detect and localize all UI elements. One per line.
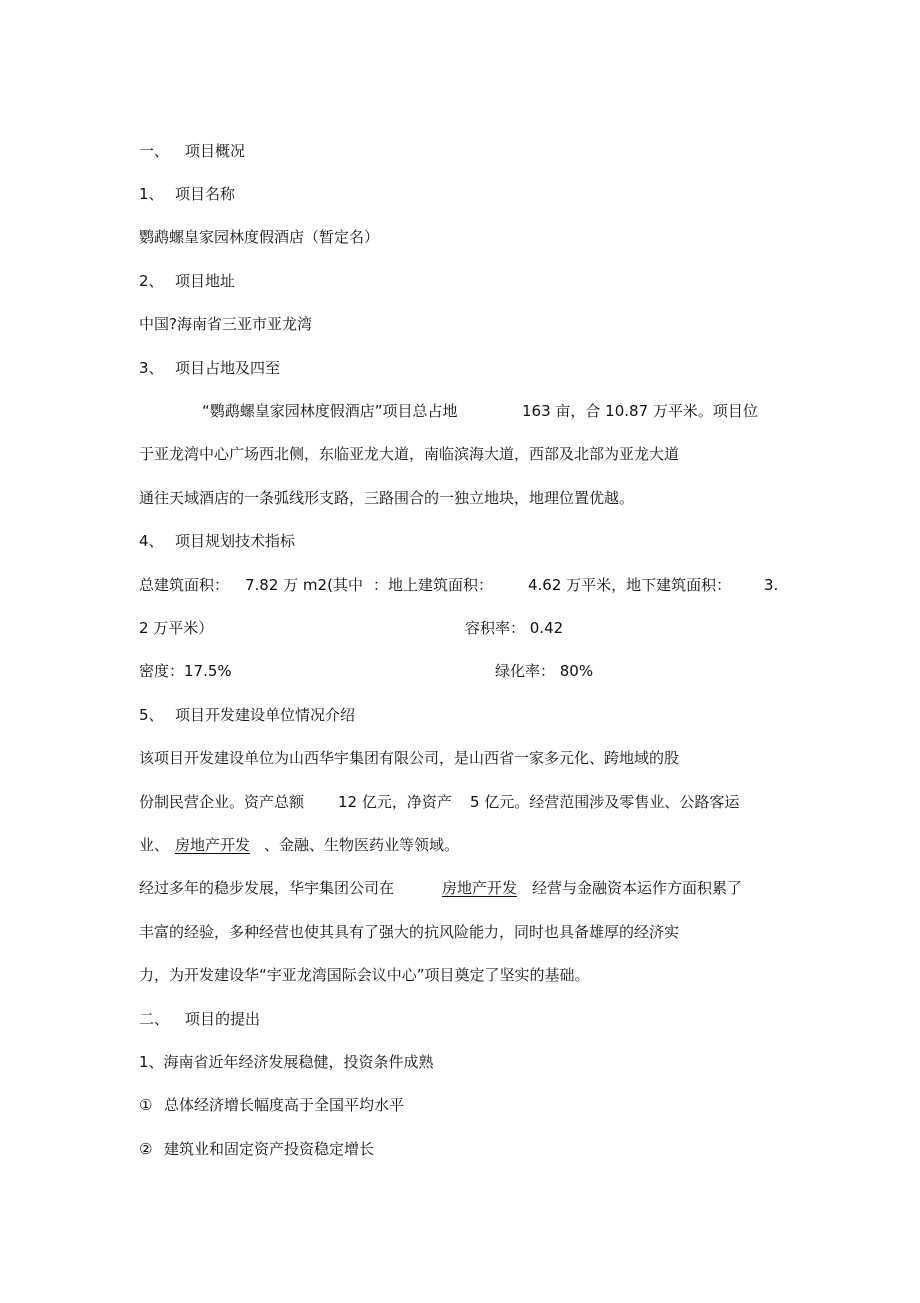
paragraph-line: “鹦鹉螺皇家园林度假酒店”项目总占地 163 亩，合 10.87 万平米。项目位 [202,402,758,420]
section-title: 项目开发建设单位情况介绍 [175,706,356,724]
section-title: 项目占地及四至 [175,359,281,377]
indicator-line: 密度：17.5% 绿化率： 80% [139,662,594,680]
section-1-heading [0,180,920,208]
list-marker: ② [139,1140,153,1158]
paragraph-line: 业、 房地产开发 、金融、生物医药业等领域。 [0,831,920,859]
section-4-heading [0,527,920,555]
section-5-heading [0,701,920,729]
paragraph-line: 份制民营企业。资产总额 12 亿元，净资产 5 亿元。经营范围涉及零售业、公路客运 [139,793,740,811]
paragraph-line: 力，为开发建设华“宇亚龙湾国际会议中心”项目奠定了坚实的基础。 [139,966,590,984]
heading-title: 项目概况 [185,142,246,160]
section-title: 项目规划技术指标 [175,532,296,550]
section-3-heading [0,354,920,382]
heading-number: 二、 [139,1010,170,1028]
section-title: 项目地址 [175,272,236,290]
section-number: 3、 [139,359,164,377]
paragraph-line: 通往天域酒店的一条弧线形支路，三路围合的一独立地块，地理位置优越。 [139,489,635,507]
list-marker: ① [139,1096,153,1114]
paragraph-line: 经过多年的稳步发展，华宇集团公司在 房地产开发 经营与金融资本运作方面积累了 [0,874,920,902]
list-item-text: 总体经济增长幅度高于全国平均水平 [164,1096,405,1114]
list-item [0,1135,920,1163]
project-address-text: 中国?海南省三亚市亚龙湾 [139,315,312,333]
list-item-text: 建筑业和固定资产投资稳定增长 [164,1140,375,1158]
heading-title: 项目的提出 [185,1010,261,1028]
paragraph-line: 于亚龙湾中心广场西北侧，东临亚龙大道，南临滨海大道，西部及北部为亚龙大道 [139,445,680,463]
real-estate-link[interactable]: 房地产开发 [175,836,251,854]
section-number: 2、 [139,272,164,290]
topic-heading: 1、海南省近年经济发展稳健，投资条件成熟 [139,1053,434,1071]
indicator-line: 总建筑面积： 7.82 万 m2(其中 ：地上建筑面积： 4.62 万平米，地下建筑面积： 3. [139,576,779,594]
section-number: 4、 [139,532,164,550]
section-2-heading [0,267,920,295]
paragraph-line: 该项目开发建设单位为山西华宇集团有限公司，是山西省一家多元化、跨地域的股 [139,749,680,767]
indicator-line: 2 万平米） 容积率： 0.42 [139,619,564,637]
heading-1 [0,137,920,165]
section-number: 1、 [139,185,164,203]
list-item [0,1091,920,1119]
paragraph-line: 丰富的经验，多种经营也使其具有了强大的抗风险能力，同时也具备雄厚的经济实 [139,923,680,941]
heading-2 [0,1005,920,1033]
section-title: 项目名称 [175,185,236,203]
project-name-text: 鹦鹉螺皇家园林度假酒店（暂定名） [139,228,380,246]
heading-number: 一、 [139,142,170,160]
real-estate-link[interactable]: 房地产开发 [442,879,518,897]
section-number: 5、 [139,706,164,724]
